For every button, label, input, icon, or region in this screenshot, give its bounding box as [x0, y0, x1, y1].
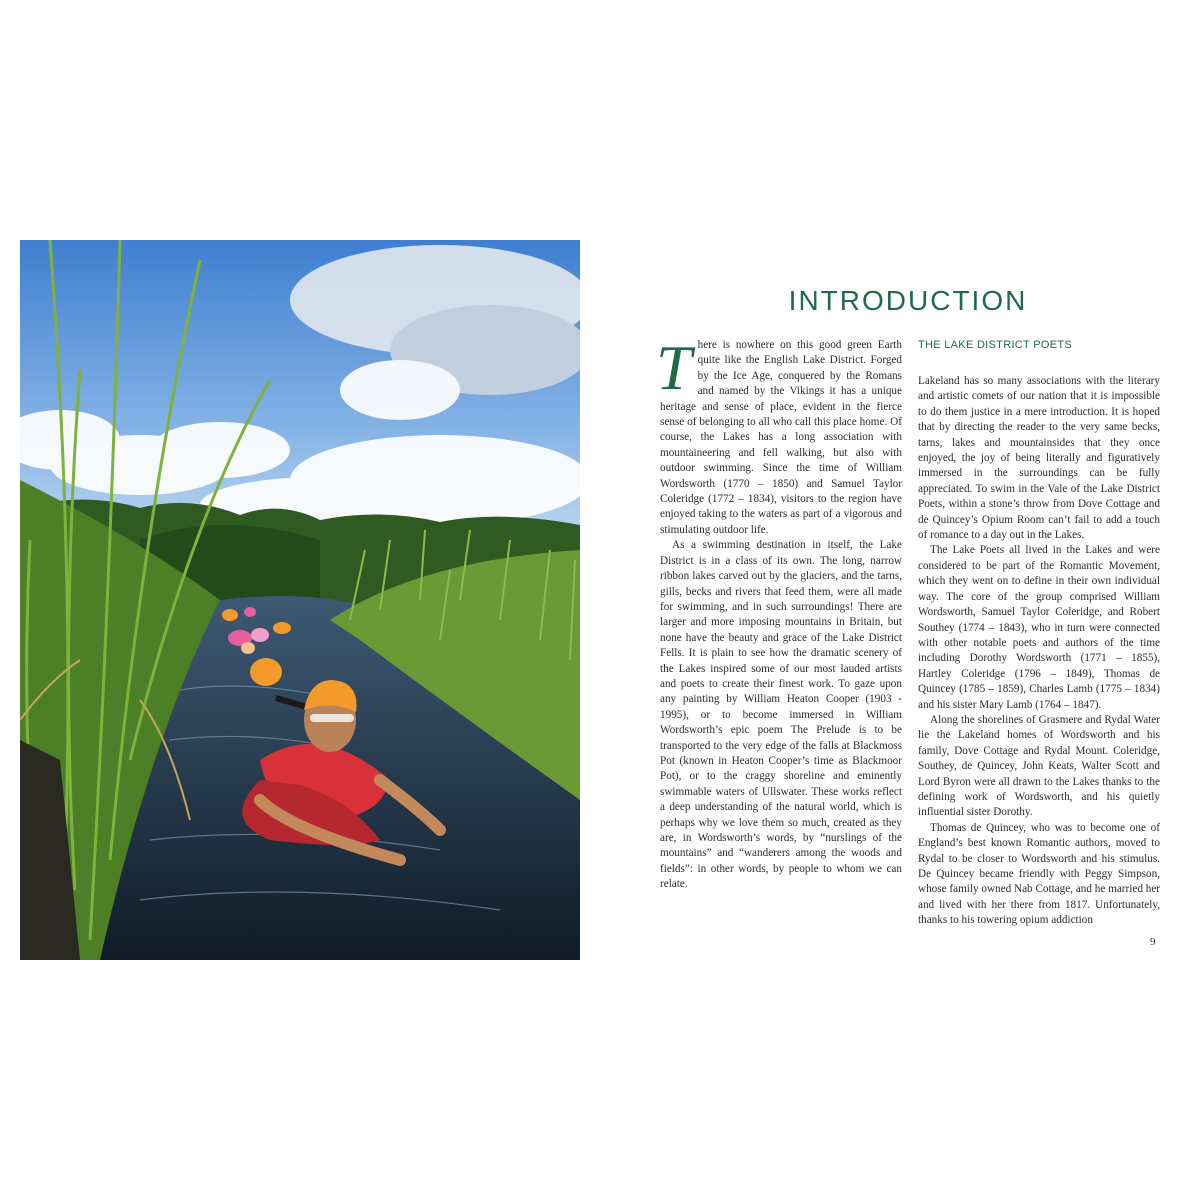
- text-column-right: [918, 338, 1160, 929]
- drop-cap: T: [656, 332, 692, 403]
- body-paragraph: The Lake Poets all lived in the Lakes and were considered to be part of the Romantic Movement, which they went on to define in their own individual way. The core of the group comprised William Wordsworth, Samuel Taylor Coleridge, and Robert Southey (1774 – 1843), who in turn were connected with other notable poets and authors of the time including Dorothy Wordsworth (1771 – 1855), Hartley Coleridge (1796 – 1849), Thomas de Quincey (1785 – 1859), Charles Lamb (1775 – 1834) and his sister Mary Lamb (1764 – 1847).: [918, 544, 1160, 711]
- page-number: 9: [1150, 936, 1156, 948]
- page-heading: INTRODUCTION: [788, 284, 1028, 316]
- intro-paragraph-text: here is nowhere on this good green Earth quite like the English Lake District. Forged by the Ice Age, conquered by the Romans and named by the Vikings it has a unique heritage and sense of place, evident in the fierce sense of belonging to all who call this place home. Of course, the Lakes has a long association with mountaineering and fell walking, but also with outdoor swimming. Since the time of William Wordsworth (1770 – 1850) and Samuel Taylor Coleridge (1772 – 1834), visitors to the region have enjoyed taking to the waters as part of a vigorous and stimulating outdoor life.: [660, 339, 902, 536]
- intro-paragraph: [656, 332, 902, 538]
- text-column-left: [656, 332, 902, 893]
- body-paragraph: Thomas de Quincey, who was to become one of England’s best known Romantic authors, moved to Rydal to be closer to Wordsworth and his stimulus. De Quincey became friendly with Peggy Simpson, whose family owned Nab Cottage, and he married her and lived with her there from 1817. Unfortunately, thanks to his towering opium addiction: [918, 821, 1161, 927]
- swimmers-photo: [20, 240, 580, 960]
- body-paragraph: Along the shorelines of Grasmere and Rydal Water lie the Lakeland homes of Wordsworth and his family, Dove Cottage and Rydal Mount. Coleridge, Southey, de Quincey, John Keats, Walter Scott and Lord Byron were all drawn to the Lakes thanks to the defining work of Wordsworth, and his quietly influential sister Dorothy.: [918, 713, 1160, 819]
- body-paragraph: As a swimming destination in itself, the Lake District is in a class of its own. The long, narrow ribbon lakes carved out by the glaciers, and the tarns, gills, becks and rivers that feed them, were all made for swimming, and in such surroundings! There are larger and more imposing mountains in Britain, but none have the beauty and grace of the Lake District Fells. It is plain to see how the dramatic scenery of the Lakes inspired some of our most lauded artists and poets to create their finest work. To gaze upon any painting by William Heaton Cooper (1903 - 1995), or to become immersed in William Wordsworth’s epic poem The Prelude is to be transported to the very edge of the falls at Blackmoss Pot (known in Heaton Cooper’s time as Blackmoor Pot), or to the craggy shoreline and eminently swimmable waters of Ullswater. These works reflect a deep understanding of the natural world, which is perhaps why we love them so much, created as they are, in Wordsworth’s words, by “nurslings of the mountains” and “wanderers among the woods and fields”: in other words, by people to whom we can relate.: [660, 539, 902, 891]
- section-subheading: THE LAKE DISTRICT POETS: [918, 339, 1073, 351]
- body-paragraph: Lakeland has so many associations with the literary and artistic comets of our nation that it is impossible to do them justice in a mere introduction. It is hoped that by directing the reader to the very same becks, tarns, lakes and mountainsides that they once enjoyed, the joy of being literally and figuratively immersed in the surroundings can be fully appreciated. To swim in the Vale of the Lake District Poets, within a stone’s throw from Dove Cottage and de Quincey’s Opium Room can’t fail to add a touch of romance to a day out in the Lakes.: [918, 375, 1160, 542]
